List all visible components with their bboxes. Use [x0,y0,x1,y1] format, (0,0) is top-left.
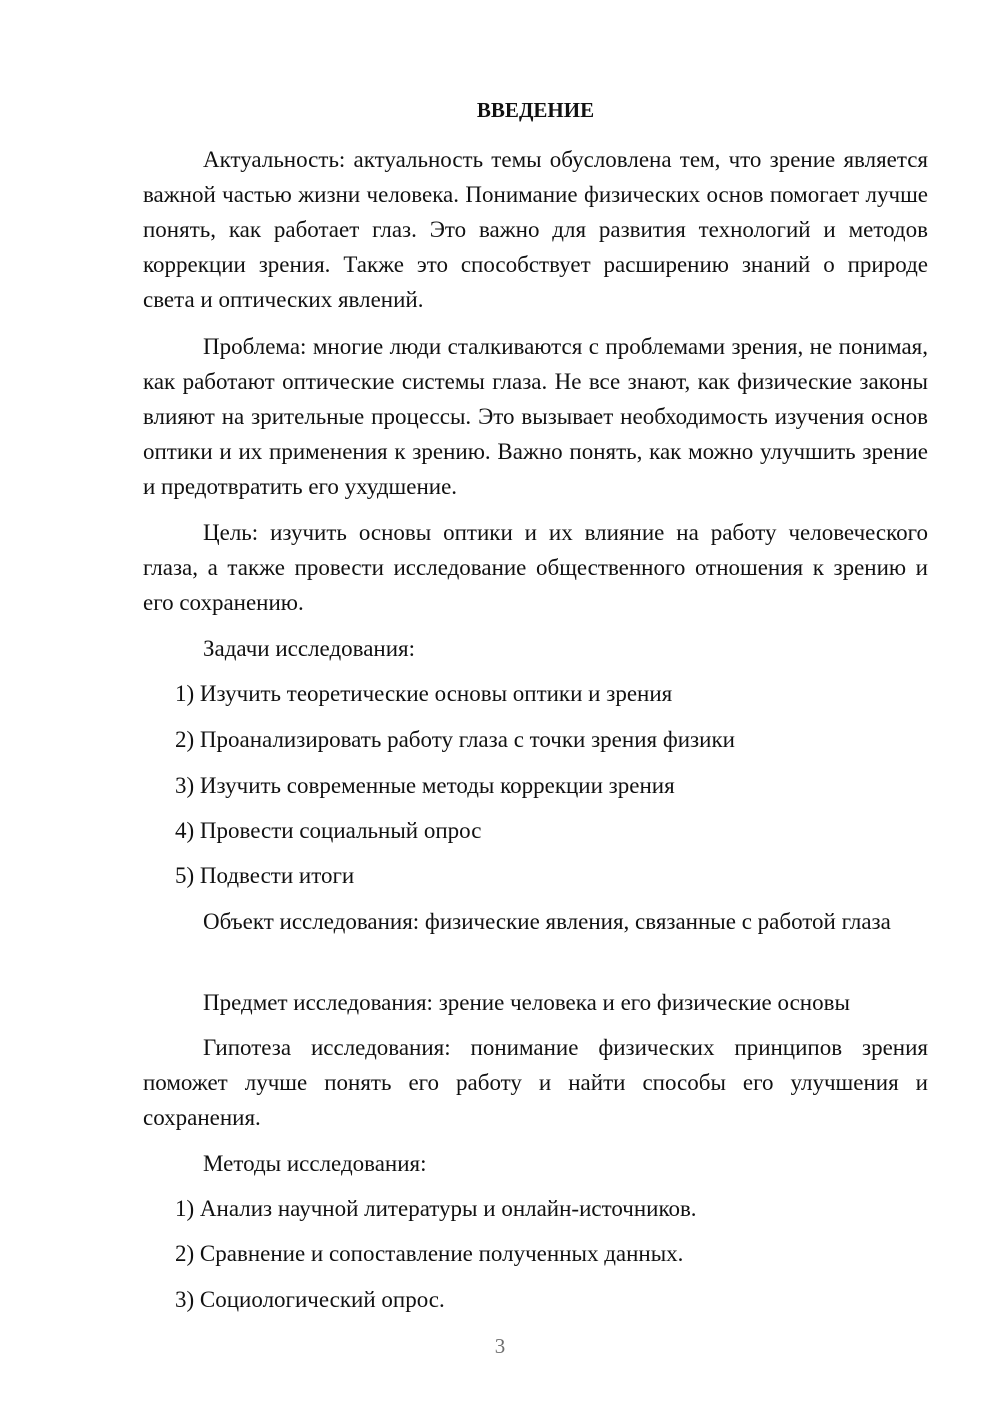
paragraph-problem [143,329,928,504]
paragraph-text: Гипотеза исследования: понимание физических принципов зрения поможет лучше понять его работу и найти способы его улучшения и сохранения. [143,1035,928,1130]
tasks-heading: Задачи исследования: [203,636,416,661]
paragraph-text: Проблема: многие люди сталкиваются с проблемами зрения, не понимая, как работают оптические системы глаза. Не все знают, как физические законы влияют на зрительные процессы. Это вызывает необходимость изучения основ оптики и их применения к зрению. Важно понять, как можно улучшить зрение и предотвратить его ухудшение. [143,334,928,499]
paragraph-object [143,904,928,939]
list-item: 5) Подвести итоги [175,863,355,888]
list-item: 4) Провести социальный опрос [175,818,482,843]
paragraph-text: Объект исследования: физические явления, связанные с работой глаза [203,909,891,934]
list-item: 1) Анализ научной литературы и онлайн-источников. [175,1196,697,1221]
methods-heading: Методы исследования: [203,1151,427,1176]
paragraph-text: Цель: изучить основы оптики и их влияние на работу человеческого глаза, а также провести исследование общественного отношения к зрению и его сохранению. [143,520,928,615]
list-item: 1) Изучить теоретические основы оптики и зрения [175,681,673,706]
paragraph-hypothesis [143,1030,928,1135]
list-item: 2) Проанализировать работу глаза с точки зрения физики [175,727,735,752]
list-item: 2) Сравнение и сопоставление полученных данных. [175,1241,684,1266]
page-number: 3 [494,1334,506,1358]
paragraph-relevance [143,142,928,317]
page-title: ВВЕДЕНИЕ [476,98,595,122]
subject-line: Предмет исследования: зрение человека и его физические основы [203,990,850,1015]
paragraph-text: Актуальность: актуальность темы обусловлена тем, что зрение является важной частью жизни человека. Понимание физических основ помогает лучше понять, как работает глаз. Это важно для развития технологий и методов коррекции зрения. Также это способствует расширению знаний о природе света и оптических явлений. [143,147,928,312]
paragraph-goal [143,515,928,620]
list-item: 3) Изучить современные методы коррекции зрения [175,773,675,798]
list-item: 3) Социологический опрос. [175,1287,445,1312]
